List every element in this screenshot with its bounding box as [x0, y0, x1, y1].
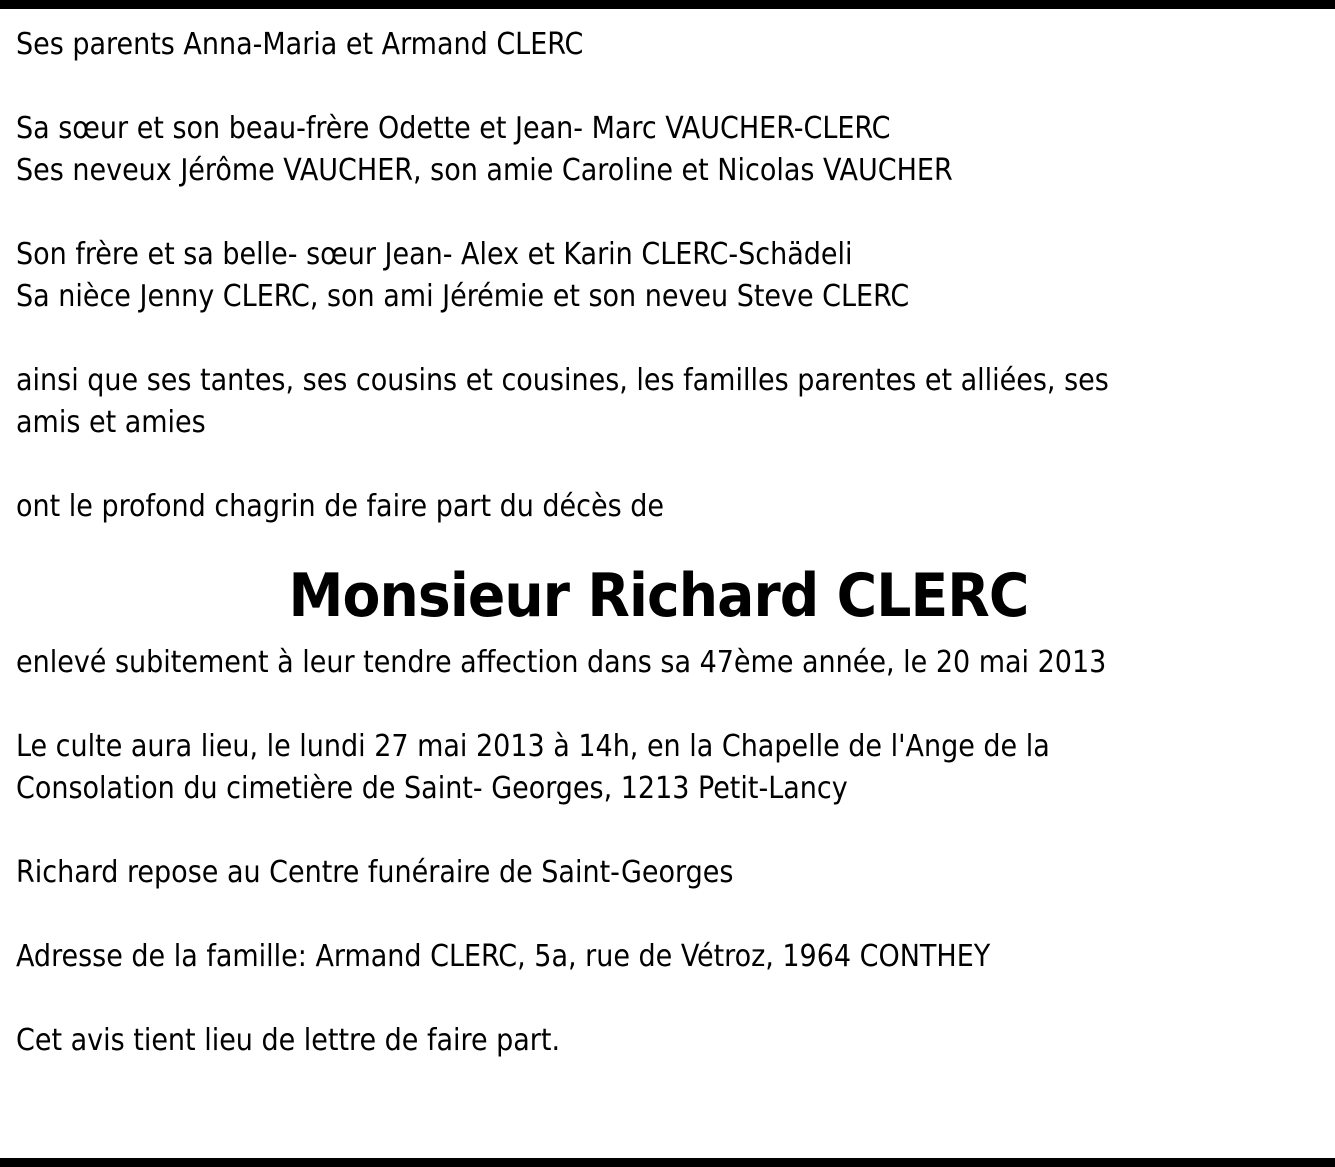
- spacer: [16, 318, 1316, 360]
- spacer: [16, 192, 1316, 234]
- spacer: [16, 978, 1316, 1020]
- bottom-border-rule: [0, 1158, 1335, 1167]
- extended-family-line-2: amis et amies: [16, 405, 206, 440]
- passing-line: enlevé subitement à leur tendre affection dans sa 47ème année, le 20 mai 2013: [16, 645, 1107, 680]
- family-address-line: Adresse de la famille: Armand CLERC, 5a, rue de Vétroz, 1964 CONTHEY: [16, 939, 991, 974]
- niece-line: Sa nièce Jenny CLERC, son ami Jérémie et son neveu Steve CLERC: [16, 279, 910, 314]
- announcement-line: ont le profond chagrin de faire part du décès de: [16, 489, 665, 524]
- spacer: [16, 810, 1316, 852]
- obituary-notice: [16, 24, 1316, 1062]
- repose-line: Richard repose au Centre funéraire de Saint-Georges: [16, 855, 734, 890]
- service-line-1: Le culte aura lieu, le lundi 27 mai 2013 à 14h, en la Chapelle de l'Ange de la: [16, 729, 1050, 764]
- spacer: [16, 684, 1316, 726]
- closing-line: Cet avis tient lieu de lettre de faire part.: [16, 1023, 561, 1058]
- spacer: [16, 66, 1316, 108]
- spacer: [16, 894, 1316, 936]
- brother-line: Son frère et sa belle- sœur Jean- Alex et Karin CLERC-Schädeli: [16, 237, 853, 272]
- service-line-2: Consolation du cimetière de Saint- Georges, 1213 Petit-Lancy: [16, 771, 848, 806]
- spacer: [16, 444, 1316, 486]
- parents-line: Ses parents Anna-Maria et Armand CLERC: [16, 27, 584, 62]
- deceased-name: Monsieur Richard CLERC: [288, 561, 1029, 631]
- nephews-line: Ses neveux Jérôme VAUCHER, son amie Caroline et Nicolas VAUCHER: [16, 153, 953, 188]
- top-border-rule: [0, 0, 1335, 9]
- sister-line: Sa sœur et son beau-frère Odette et Jean- Marc VAUCHER-CLERC: [16, 111, 891, 146]
- extended-family-line-1: ainsi que ses tantes, ses cousins et cousines, les familles parentes et alliées, ses: [16, 363, 1109, 398]
